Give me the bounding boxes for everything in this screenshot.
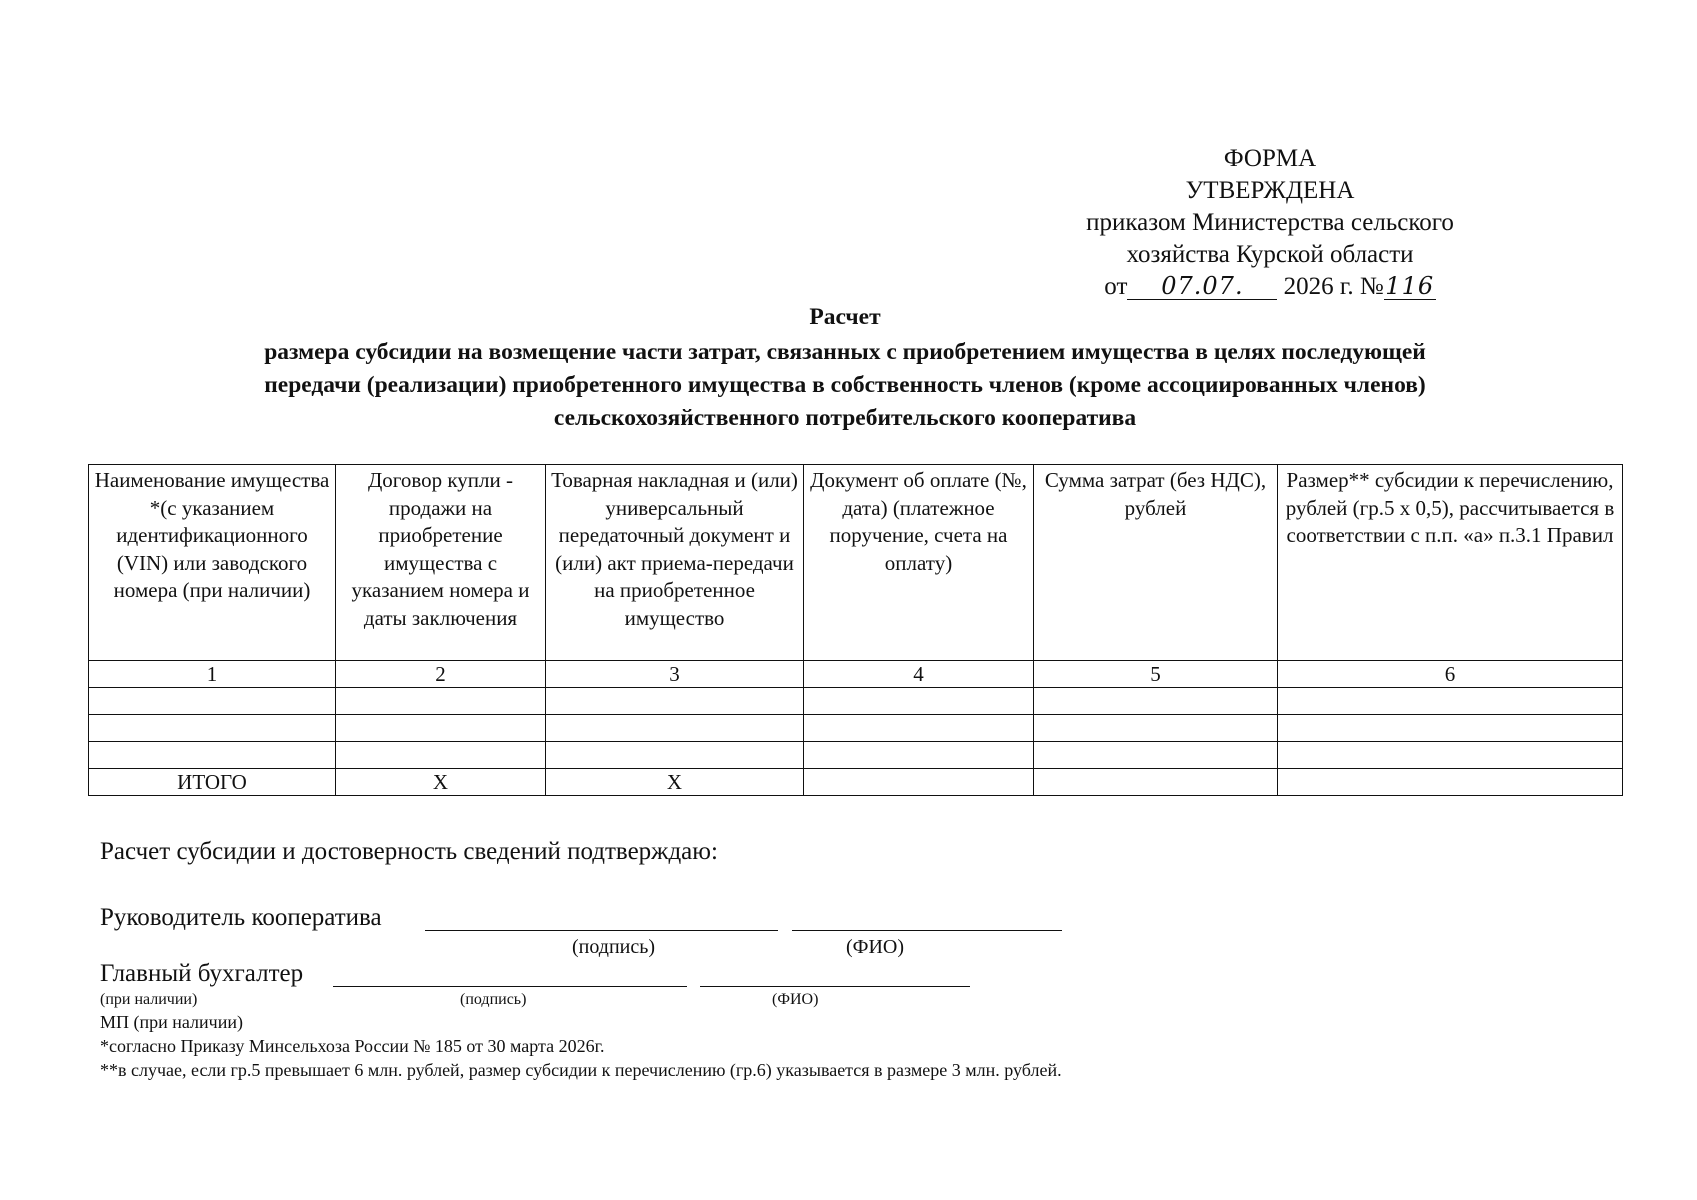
table-cell[interactable] — [1278, 742, 1623, 769]
table-cell[interactable] — [546, 715, 804, 742]
table-cell[interactable] — [804, 688, 1034, 715]
accountant-name-line[interactable] — [700, 986, 970, 987]
table-cell[interactable] — [336, 715, 546, 742]
header-property-name: Наименование имущества *(с указанием идентификационного (VIN) или заводского номера (при наличии) — [89, 465, 336, 661]
footnote-1: *согласно Приказу Минсельхоза России № 185 от 30 марта 2026г. — [100, 1036, 605, 1056]
table-row — [89, 742, 1623, 769]
total-row — [89, 769, 1623, 796]
calculation-table — [88, 464, 1623, 796]
approval-ministry-line: хозяйства Курской области — [1126, 241, 1414, 268]
table-cell[interactable] — [1278, 715, 1623, 742]
confirmation-text: Расчет субсидии и достоверность сведений подтверждаю: — [100, 838, 718, 865]
table-cell[interactable] — [1034, 742, 1278, 769]
column-number: 6 — [1278, 661, 1623, 688]
approval-block — [1060, 143, 1480, 303]
table-cell[interactable] — [546, 742, 804, 769]
table-cell[interactable] — [804, 715, 1034, 742]
table-cell[interactable] — [804, 742, 1034, 769]
total-label: ИТОГО — [89, 769, 336, 796]
approval-date-value: 07.07. — [1127, 273, 1277, 300]
total-cell[interactable] — [1278, 769, 1623, 796]
accountant-signature-label: Главный бухгалтер — [100, 960, 304, 987]
table-cell[interactable] — [1034, 715, 1278, 742]
approval-date-prefix: от — [1104, 273, 1128, 300]
footnote-2: **в случае, если гр.5 превышает 6 млн. рублей, размер субсидии к перечислению (гр.6) указывается в размере 3 млн. рублей. — [100, 1060, 1062, 1080]
table-row — [89, 715, 1623, 742]
approval-form-label: ФОРМА — [1223, 145, 1317, 172]
header-payment-document: Документ об оплате (№, дата) (платежное поручение, счета на оплату) — [804, 465, 1034, 661]
column-number: 1 — [89, 661, 336, 688]
table-cell[interactable] — [336, 688, 546, 715]
table-cell[interactable] — [1278, 688, 1623, 715]
table-header-row — [89, 465, 1623, 661]
head-signature-line[interactable] — [425, 930, 778, 931]
total-cell[interactable] — [804, 769, 1034, 796]
table-cell[interactable] — [89, 688, 336, 715]
document-subtitle-line-3: сельскохозяйственного потребительского кооператива — [553, 405, 1137, 431]
approval-approved-label: УТВЕРЖДЕНА — [1185, 177, 1355, 204]
table-row — [89, 688, 1623, 715]
approval-date-line — [1060, 271, 1480, 303]
table-cell[interactable] — [89, 742, 336, 769]
column-number: 2 — [336, 661, 546, 688]
header-cost-sum: Сумма затрат (без НДС), рублей — [1034, 465, 1278, 661]
total-cell: Х — [336, 769, 546, 796]
table-cell[interactable] — [89, 715, 336, 742]
table-cell[interactable] — [1034, 688, 1278, 715]
head-name-line[interactable] — [792, 930, 1062, 931]
column-number-row — [89, 661, 1623, 688]
head-signature-label: Руководитель кооператива — [100, 904, 382, 931]
accountant-if-any-note: (при наличии) — [100, 991, 198, 1008]
document-title: Расчет — [809, 304, 881, 330]
accountant-name-caption: (ФИО) — [772, 991, 819, 1008]
header-waybill: Товарная накладная и (или) универсальный передаточный документ и (или) акт приема-передачи на приобретенное имущество — [546, 465, 804, 661]
accountant-signature-caption: (подпись) — [460, 991, 527, 1008]
head-signature-caption: (подпись) — [572, 936, 656, 958]
approval-order-line: приказом Министерства сельского — [1086, 209, 1454, 236]
head-name-caption: (ФИО) — [846, 936, 905, 958]
approval-year-text: 2026 г. № — [1283, 273, 1384, 300]
column-number: 3 — [546, 661, 804, 688]
table-cell[interactable] — [336, 742, 546, 769]
table-cell[interactable] — [546, 688, 804, 715]
approval-number-value: 116 — [1385, 272, 1435, 300]
accountant-signature-line[interactable] — [333, 986, 687, 987]
stamp-note: МП (при наличии) — [100, 1012, 243, 1032]
column-number: 5 — [1034, 661, 1278, 688]
total-cell: Х — [546, 769, 804, 796]
total-cell[interactable] — [1034, 769, 1278, 796]
document-subtitle-line-2: передачи (реализации) приобретенного имущества в собственность членов (кроме ассоциированных членов) — [264, 372, 1426, 398]
document-subtitle-line-1: размера субсидии на возмещение части затрат, связанных с приобретением имущества в целях последующей — [264, 339, 1426, 365]
column-number: 4 — [804, 661, 1034, 688]
header-subsidy-amount: Размер** субсидии к перечислению, рублей (гр.5 х 0,5), рассчитывается в соответствии с п.п. «а» п.3.1 Правил — [1278, 465, 1623, 661]
header-purchase-contract: Договор купли - продажи на приобретение имущества с указанием номера и даты заключения — [336, 465, 546, 661]
